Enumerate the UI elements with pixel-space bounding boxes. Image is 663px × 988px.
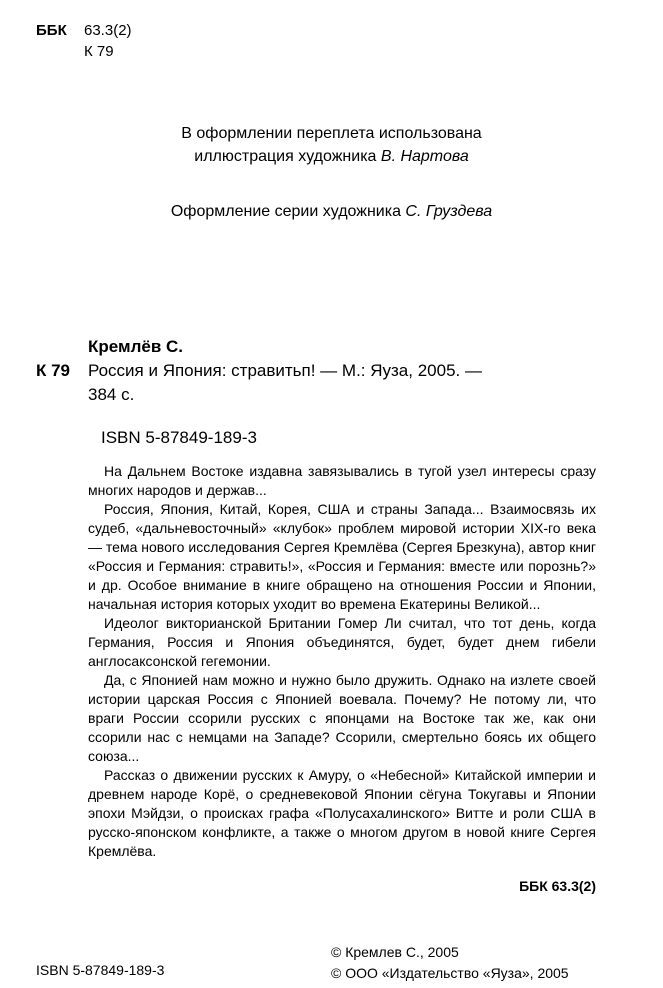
- annotation-paragraph: Рассказ о движении русских к Амуру, о «Небесной» Китайской империи и древнем народе Корё, о средневековой Японии сёгуна Токугавы и Японии эпохи Мэйдзи, о происках графа «Полусахалинского» Витте и роли США в русско-японском конфликте, а также о многом другом в новой книге Сергея Кремлёва.: [88, 767, 596, 859]
- bibliographic-entry: [36, 359, 616, 407]
- illustrator-name: В. Нартова: [380, 148, 469, 165]
- bbk-bottom: ББК 63.3(2): [519, 878, 596, 894]
- footer-isbn: ISBN 5-87849-189-3: [36, 962, 165, 978]
- credit-line-1: В оформлении переплета использована: [181, 125, 482, 142]
- bbk-label: ББК: [36, 22, 67, 39]
- annotation-paragraph: Да, с Японией нам можно и нужно было дружить. Однако на излете своей истории царская Россия с Японией воевала. Почему? Не потому ли, что враги России ссорили русских с японцами на Востоке так же, как они ссорили нас с немцами на Западе? Ссорили, смертельно боясь их общего союза...: [88, 672, 596, 764]
- isbn: ISBN 5-87849-189-3: [101, 428, 257, 447]
- annotation-paragraph: Россия, Япония, Китай, Корея, США и страны Запада... Взаимосвязь их судеб, «дальневосточный» «клубок» проблем мировой истории XIX-го века — тема нового исследования Сергея Кремлёва (Сергея Брезкуна), автор книг «Россия и Германия: стравить!», «Россия и Германия: вместе или порознь?» и др. Особое внимание в книге обращено на отношения России и Японии, начальная история которых уходит во времена Екатерины Великой...: [88, 501, 596, 612]
- cover-illustration-credit: [0, 122, 663, 168]
- entry-author: Кремлёв С.: [88, 337, 183, 356]
- bbk-code: 63.3(2): [84, 22, 132, 39]
- copyright-author: © Кремлев С., 2005: [331, 944, 459, 960]
- credit-line-2: иллюстрация художника В. Нартова: [194, 148, 469, 165]
- annotation-paragraph: Идеолог викторианской Британии Гомер Ли считал, что тот день, когда Германия, Россия и Япония объединятся, будет, будет днем гибели англосаксонской гегемонии.: [88, 615, 596, 669]
- author-mark: К 79: [84, 43, 114, 60]
- copyright-block: [331, 942, 569, 984]
- series-design-credit: Оформление серии художника С. Груздева: [170, 203, 493, 220]
- annotation: [88, 462, 596, 861]
- annotation-paragraph: На Дальнем Востоке издавна завязывались в тугой узел интересы сразу многих народов и держав...: [88, 463, 596, 498]
- entry-title-line: Россия и Япония: стравитьп! — М.: Яуза, 2005. —: [88, 361, 482, 380]
- bbk-classification-block: [36, 20, 132, 62]
- entry-pages: 384 с.: [88, 385, 135, 404]
- entry-code: К 79: [36, 361, 71, 380]
- series-designer-name: С. Груздева: [405, 203, 493, 220]
- copyright-publisher: © ООО «Издательство «Яуза», 2005: [331, 965, 569, 981]
